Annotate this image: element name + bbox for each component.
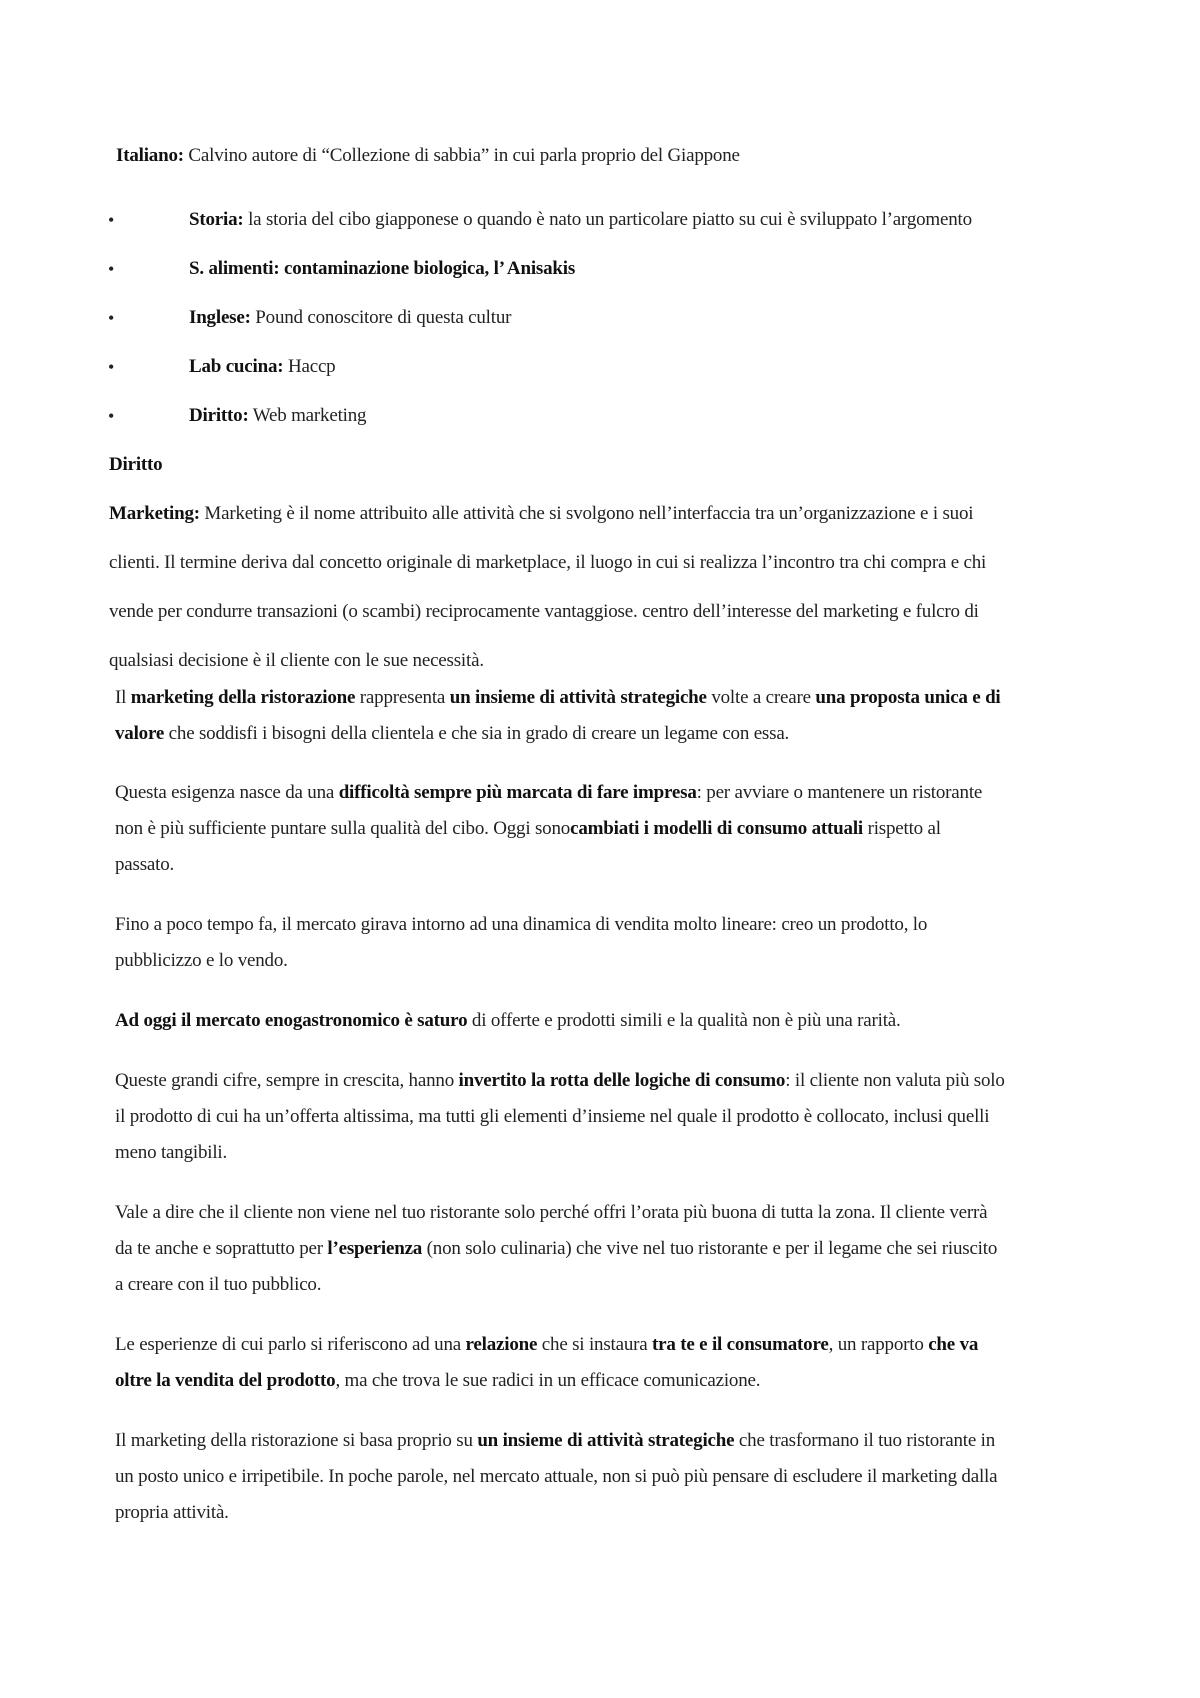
bold-span: invertito la rotta delle logiche di consumo	[458, 1070, 786, 1091]
text-span: non è più sufficiente puntare sulla qualità del cibo. Oggi sono	[115, 818, 571, 839]
text-line: passato.	[115, 854, 175, 875]
intro-label: Italiano:	[116, 145, 184, 166]
bold-span: cambiati i modelli di consumo attuali	[570, 818, 864, 839]
bullet-icon: •	[108, 357, 115, 377]
text-line: a creare con il tuo pubblico.	[115, 1274, 322, 1295]
list-item	[189, 208, 972, 232]
text-line: Vale a dire che il cliente non viene nel tuo ristorante solo perché offri l’orata più buona di tutta la zona. Il cliente verrà	[115, 1202, 988, 1223]
text-span: Il marketing della ristorazione si basa proprio su	[115, 1430, 478, 1451]
text-span: : il cliente non valuta più solo	[785, 1070, 1005, 1091]
section-heading-text: Diritto	[109, 454, 163, 475]
text-line: clienti. Il termine deriva dal concetto originale di marketplace, il luogo in cui si realizza l’incontro tra chi compra e chi	[109, 552, 987, 573]
bold-span: l’esperienza	[327, 1238, 423, 1259]
bold-span: una proposta unica e di	[815, 687, 1001, 708]
text-span: rispetto al	[863, 818, 941, 839]
text-line: vende per condurre transazioni (o scambi) reciprocamente vantaggiose. centro dell’interesse del marketing e fulcro di	[109, 601, 979, 622]
text-span: di offerte e prodotti simili e la qualità non è più una rarità.	[467, 1010, 901, 1031]
section-heading	[109, 453, 162, 477]
text-line: un posto unico e irripetibile. In poche parole, nel mercato attuale, non si può più pensare di escludere il marketing dalla	[115, 1466, 998, 1487]
list-item-label: Lab cucina:	[189, 356, 284, 377]
bold-span: un insieme di attività strategiche	[449, 687, 707, 708]
text-line	[115, 781, 982, 805]
text-span: che soddisfi i bisogni della clientela e che sia in grado di creare un legame con essa.	[164, 723, 790, 744]
marketing-label: Marketing:	[109, 503, 200, 524]
text-line	[115, 686, 1001, 710]
list-item-text: la storia del cibo giapponese o quando è nato un particolare piatto su cui è sviluppato l’argomento	[243, 209, 972, 230]
list-item-label: Inglese:	[189, 307, 251, 328]
text-span: , ma che trova le sue radici in un efficace comunicazione.	[335, 1370, 761, 1391]
text-span: , un rapporto	[828, 1334, 929, 1355]
text-span: volte a creare	[706, 687, 816, 708]
list-item	[189, 404, 366, 428]
bullet-icon: •	[108, 259, 115, 279]
text-line	[115, 722, 789, 746]
text-span: da te anche e soprattutto per	[115, 1238, 328, 1259]
bold-span: tra te e il consumatore	[652, 1334, 829, 1355]
bold-span: un insieme di attività strategiche	[477, 1430, 735, 1451]
list-item-text: Web marketing	[248, 405, 367, 426]
text-span: Il	[115, 687, 131, 708]
text-line: pubblicizzo e lo vendo.	[115, 950, 288, 971]
bullet-icon: •	[108, 308, 115, 328]
bold-span: che va	[928, 1334, 979, 1355]
text-span: che si instaura	[537, 1334, 653, 1355]
list-item-label: Diritto:	[189, 405, 249, 426]
text-span: : per avviare o mantenere un ristorante	[696, 782, 983, 803]
bold-span: marketing della ristorazione	[130, 687, 356, 708]
text-line	[115, 1333, 978, 1357]
text-line: qualsiasi decisione è il cliente con le sue necessità.	[109, 650, 484, 671]
text-line: propria attività.	[115, 1502, 229, 1523]
text-line: meno tangibili.	[115, 1142, 228, 1163]
bold-span: valore	[115, 723, 165, 744]
list-item	[189, 355, 335, 379]
text-span: che trasformano il tuo ristorante in	[734, 1430, 996, 1451]
text-span: Questa esigenza nasce da una	[115, 782, 339, 803]
list-item	[189, 257, 575, 281]
text-span: Marketing è il nome attribuito alle attività che si svolgono nell’interfaccia tra un’organizzazione e i suoi	[199, 503, 974, 524]
text-line	[115, 1069, 1005, 1093]
list-item	[189, 306, 511, 330]
bold-span: Ad oggi il mercato enogastronomico è saturo	[115, 1010, 468, 1031]
list-item-label: S. alimenti: contaminazione biologica, l’ Anisakis	[189, 258, 576, 279]
text-line	[115, 1237, 997, 1261]
list-item-text: Haccp	[283, 356, 336, 377]
bullet-icon: •	[108, 406, 115, 426]
intro-line	[116, 144, 740, 168]
text-line	[115, 1009, 901, 1033]
list-item-text: Pound conoscitore di questa cultur	[250, 307, 512, 328]
text-span: Le esperienze di cui parlo si riferiscono ad una	[115, 1334, 466, 1355]
text-span: Queste grandi cifre, sempre in crescita, hanno	[115, 1070, 459, 1091]
text-span: (non solo culinaria) che vive nel tuo ristorante e per il legame che sei riuscito	[422, 1238, 998, 1259]
text-span: rappresenta	[355, 687, 450, 708]
bold-span: relazione	[465, 1334, 538, 1355]
text-line	[115, 1369, 760, 1393]
text-line: Fino a poco tempo fa, il mercato girava intorno ad una dinamica di vendita molto lineare: creo un prodotto, lo	[115, 914, 928, 935]
bullet-icon: •	[108, 210, 115, 230]
text-line: il prodotto di cui ha un’offerta altissima, ma tutti gli elementi d’insieme nel quale il prodotto è collocato, inclusi quelli	[115, 1106, 990, 1127]
text-line	[115, 1429, 995, 1453]
intro-text: Calvino autore di “Collezione di sabbia” in cui parla proprio del Giappone	[183, 145, 740, 166]
bold-span: difficoltà sempre più marcata di fare impresa	[338, 782, 697, 803]
text-line	[115, 817, 941, 841]
bold-span: oltre la vendita del prodotto	[115, 1370, 336, 1391]
text-line	[109, 502, 973, 526]
list-item-label: Storia:	[189, 209, 244, 230]
